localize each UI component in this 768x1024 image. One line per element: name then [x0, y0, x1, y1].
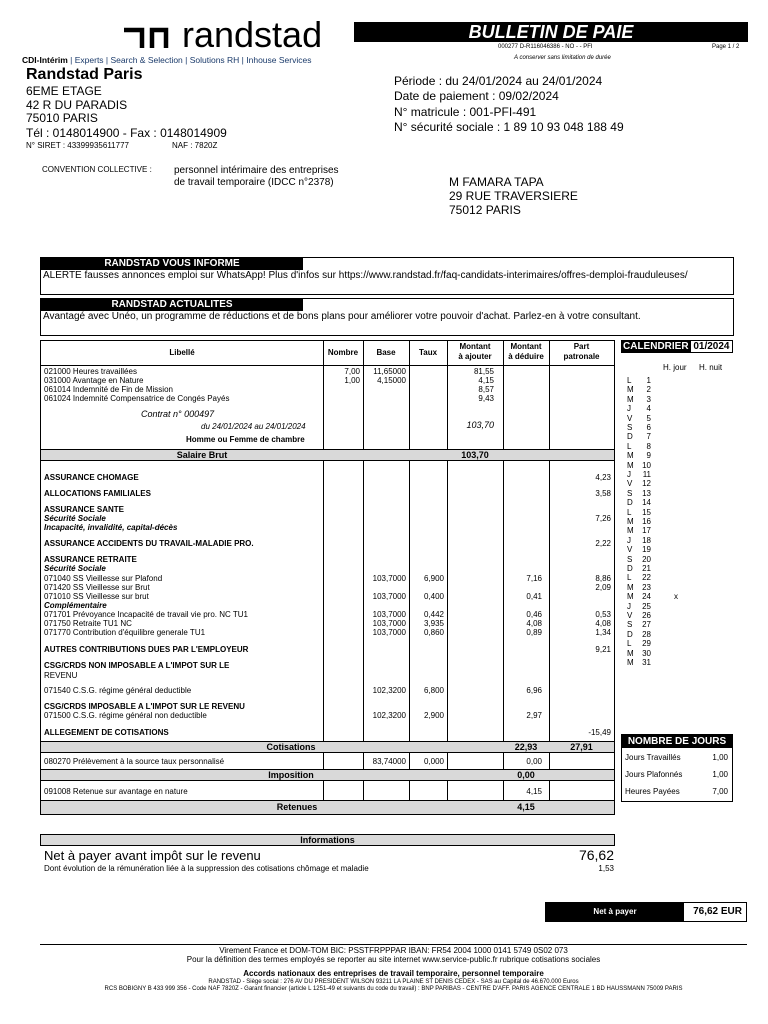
news-box: [40, 298, 734, 336]
calendar-day-number: 3: [646, 394, 651, 404]
footer-accords: Accords nationaux des entreprises de travail temporaire, personnel temporaire: [243, 969, 544, 978]
calendar-day-number: 10: [642, 460, 651, 470]
calendar-day-number: 2: [646, 385, 651, 395]
payment-date: Date de paiement : 09/02/2024: [394, 89, 559, 103]
conservation-note: A conserver sans limitation de durée: [514, 55, 611, 61]
table-row: 031000 Avantage en Nature: [44, 376, 144, 385]
calendar-day-letter: M: [627, 517, 634, 526]
contract-number: Contrat n° 000497: [141, 409, 215, 419]
table-row: 091008 Retenue sur avantage en nature: [44, 787, 188, 796]
calendar-day-letter: V: [627, 545, 633, 555]
calendar-day-number: 13: [642, 488, 651, 498]
calendar-day-number: 18: [642, 535, 651, 545]
calendar-day-letter: S: [627, 423, 633, 432]
calendar-day-number: 19: [642, 545, 651, 555]
salaire-brut-row: Salaire Brut 103,70: [41, 449, 614, 461]
table-row: ASSURANCE RETRAITE: [44, 555, 137, 564]
table-row: ASSURANCE CHOMAGE: [44, 473, 139, 482]
footer-definitions: Pour la définition des termes employés se reporter au site internet www.service-public.fr rubrique cotisations sociales: [186, 955, 601, 964]
employer-address-line2: 42 R DU PARADIS: [26, 98, 128, 112]
info-box-text: ALERTE fausses annonces emploi sur WhatsApp! Plus d'infos sur https://www.randstad.fr/faq-candidats-interimaires/offres-demploi-frauduleuses/: [43, 270, 688, 281]
calendar-day-letter: D: [627, 629, 633, 639]
calendar-day-number: 21: [642, 564, 651, 573]
employer-address-line1: 6EME ETAGE: [26, 84, 102, 98]
calendar-day-number: 9: [646, 451, 651, 461]
calendar-day-number: 26: [642, 611, 651, 620]
calendar-day-number: 5: [646, 413, 651, 423]
table-row: AUTRES CONTRIBUTIONS DUES PAR L'EMPLOYEUR: [44, 645, 249, 654]
calendar-day-letter: J: [627, 470, 631, 479]
calendar-day-letter: L: [627, 376, 632, 385]
calendar-day-number: 30: [642, 648, 651, 658]
info-box-title: RANDSTAD VOUS INFORME: [41, 258, 303, 270]
calendar-day-letter: J: [627, 535, 631, 545]
imposition-row: Imposition 0,00: [41, 769, 614, 781]
table-row: CSG/CRDS IMPOSABLE A L'IMPOT SUR LE REVENU: [44, 702, 245, 711]
employee-number: N° matricule : 001-PFI-491: [394, 105, 537, 119]
calendar-day-number: 12: [642, 479, 651, 489]
footer-bank: Virement France et DOM-TOM BIC: PSSTFRPPPAR IBAN: FR54 2004 1000 0141 5749 0S02 073: [219, 946, 568, 955]
calendar-day-letter: L: [627, 507, 632, 517]
calendar-day-mark: x: [674, 592, 678, 602]
cotisations-row: Cotisations 22,93 27,91: [41, 741, 614, 753]
calendar: [621, 340, 733, 698]
calendar-day-number: 17: [642, 526, 651, 536]
employer-naf: NAF : 7820Z: [172, 141, 218, 150]
employer-phone: Tél : 0148014900 - Fax : 0148014909: [26, 126, 227, 140]
table-row: ALLOCATIONS FAMILIALES: [44, 489, 151, 498]
employer-address-line3: 75010 PARIS: [26, 111, 98, 125]
calendar-day-number: 25: [642, 601, 651, 611]
calendar-day-letter: L: [627, 639, 632, 649]
calendar-day-letter: M: [627, 460, 634, 470]
news-box-title: RANDSTAD ACTUALITES: [41, 299, 303, 311]
calendar-day-number: 22: [642, 573, 651, 583]
calendar-day-letter: M: [627, 385, 634, 395]
table-row: 071540 C.S.G. régime général deductible: [44, 686, 192, 695]
calendar-day-number: 6: [646, 423, 651, 432]
page-number: Page 1 / 2: [712, 44, 740, 50]
header-a-deduire: Montant à déduire: [508, 342, 544, 361]
days-summary-title: NOMBRE DE JOURS: [622, 735, 732, 748]
calendar-day-letter: J: [627, 404, 631, 414]
calendar-day-letter: D: [627, 432, 633, 442]
news-box-text: Avantagé avec Unéo, un programme de réductions et de bons plans pour améliorer votre pouvoir d'achat. Parlez-en à votre consultant.: [43, 311, 641, 322]
recipient-city: 75012 PARIS: [449, 203, 521, 217]
document-reference: 000277 D-R116046386 - NO - - PFI: [498, 44, 593, 50]
calendar-day-number: 1: [646, 376, 651, 385]
randstad-logo-icon: [124, 26, 172, 50]
calendar-day-letter: V: [627, 479, 633, 489]
calendar-day-number: 28: [642, 629, 651, 639]
table-row: 021000 Heures travaillées: [44, 367, 137, 376]
calendar-day-letter: M: [627, 451, 634, 461]
calendar-day-letter: S: [627, 620, 633, 630]
header-part-patronale: Part patronale: [563, 342, 600, 361]
calendar-day-letter: M: [627, 582, 634, 592]
calendar-day-number: 29: [642, 639, 651, 649]
evolution-label: Dont évolution de la rémunération liée à la suppression des cotisations chômage et maladie: [44, 864, 369, 873]
table-row: CSG/CRDS NON IMPOSABLE A L'IMPOT SUR LE: [44, 661, 230, 670]
table-row: ASSURANCE SANTE: [44, 505, 125, 514]
calendar-day-number: 14: [642, 498, 651, 508]
table-row: 071420 SS Vieillesse sur Brut: [44, 583, 150, 592]
calendar-day-letter: D: [627, 564, 633, 573]
calendar-day-letter: M: [627, 592, 634, 602]
net-before-tax-value: 76,62: [578, 847, 614, 863]
calendar-h-jour: H. jour: [663, 363, 687, 372]
calendar-day-number: 15: [642, 507, 651, 517]
evolution-value: 1,53: [598, 864, 614, 873]
job-title: Homme ou Femme de chambre: [186, 435, 305, 444]
calendar-day-number: 24: [642, 592, 651, 602]
calendar-day-letter: L: [627, 573, 632, 583]
table-row: 071040 SS Vieillesse sur Plafond: [44, 574, 163, 583]
convention-label: CONVENTION COLLECTIVE :: [42, 165, 152, 174]
header-base: Base: [376, 348, 396, 357]
calendar-day-letter: M: [627, 648, 634, 658]
calendar-day-letter: V: [627, 413, 633, 423]
header-nombre: Nombre: [327, 348, 359, 357]
table-row: ALLEGEMENT DE COTISATIONS: [44, 728, 169, 737]
calendar-day-letter: M: [627, 394, 634, 404]
calendar-day-number: 7: [646, 432, 651, 442]
net-before-tax-label: Net à payer avant impôt sur le revenu: [44, 848, 261, 863]
calendar-day-letter: S: [627, 554, 633, 564]
calendar-h-nuit: H. nuit: [699, 363, 723, 372]
days-summary: NOMBRE DE JOURS Jours Travaillés 1,00 Jours Plafonnés 1,00 Heures Payées 7,00: [621, 734, 733, 802]
calendar-day-letter: S: [627, 488, 633, 498]
calendar-day-number: 11: [642, 470, 651, 479]
recipient-name: M FAMARA TAPA: [449, 175, 544, 189]
calendar-day-number: 8: [646, 441, 651, 451]
net-to-pay-label: Net à payer: [546, 903, 684, 921]
contract-total: 103,70: [466, 420, 494, 430]
net-to-pay-value: 76,62 EUR: [693, 906, 742, 917]
payslip-table: Libellé Nombre Base Taux Montant à ajouter Montant à déduire Part patronale 021000 Heures travaillées 7,00 11,65000 81,55 031000 Avantage en Nature 1,00 4,15000 4,15 061014 Indemnité de Fin de Mission 8,57 061024 Indemnité Compensatrice de Congés Payés 9,43 Contrat n° 000497 du 24/01/2024 au 24/01/2024 103,70 Homme ou Femme de chambre Salaire Brut 103,70 ASSURANCE CHOMAGE 4,23 ALLOCATIONS FAMILIALES 3,58 ASSURANCE SANTE Sécurité Sociale 7,26 Incapacité, invalidité, capital-décès ASSURANCE ACCIDENTS DU TRAVAIL-MALADIE PRO. 2,22 ASSURANCE RETRAITE Sécurité Sociale 071040 SS Vieillesse sur Plafond 103,7000 6,900 7,16 8,86 071420 SS Vieillesse sur Brut 2,09 071010 SS Vieillesse sur brut 103,7000 0,400 0,41 Complémentaire 071701 Prévoyance Incapacité de travail vie pro. NC TU1 103,7000 0,442 0,46 0,53 071750 Retraite TU1 NC 103,7000 3,935 4,08 4,08 071770 Contribution d'équilibre generale TU1 103,7000 0,860 0,89 1,34 AUTRES CONTRIBUTIONS DUES PAR L'EMPLOYEUR 9,21 CSG/CRDS NON IMPOSABLE A L'IMPOT SUR LE REVENU 071540 C.S.G. régime général deductible 102,3200 6,800 6,96 CSG/CRDS IMPOSABLE A L'IMPOT SUR LE REVENU 071500 C.S.G. régime général non deductible 102,3200 2,900 2,97 ALLEGEMENT DE COTISATIONS -15,49 Cotisations 22,93 27,91 080270 Prélèvement à la source taux personnalisé 83,74000 0,000 0,00 Imposition 0,00 091008 Retenue sur avantage en nature 4,15 Retenues 4,15: [40, 340, 615, 815]
calendar-day-number: 4: [646, 404, 651, 414]
net-to-pay: [545, 902, 747, 922]
calendar-day-letter: D: [627, 498, 633, 508]
social-security-number: N° sécurité sociale : 1 89 10 93 048 188 49: [394, 120, 624, 134]
calendar-day-number: 27: [642, 620, 651, 630]
calendar-day-letter: V: [627, 611, 633, 620]
convention-text: personnel intérimaire des entreprises de travail temporaire (IDCC n°2378): [174, 165, 339, 188]
calendar-day-letter: M: [627, 658, 634, 667]
table-row: 071010 SS Vieillesse sur brut: [44, 592, 149, 601]
brand-tagline: CDI-Intérim | Experts | Search & Selection | Solutions RH | Inhouse Services: [22, 55, 312, 65]
document-title: BULLETIN DE PAIE: [354, 22, 748, 42]
table-row: 071750 Retraite TU1 NC: [44, 619, 132, 628]
header-libelle: Libellé: [169, 348, 195, 357]
footer-divider: [40, 944, 747, 945]
recipient-street: 29 RUE TRAVERSIERE: [449, 189, 578, 203]
header-taux: Taux: [418, 348, 438, 357]
header-a-ajouter: Montant à ajouter: [458, 342, 492, 361]
footer-legal-2: RCS BOBIGNY B 433 999 356 - Code NAF 7820Z - Garant financier (article L 1251-49 et suivants du code du travail) : BNP PARIBAS - CENTRE D'AFF. PARIS AGENCE CENTRALE 1 BD HAUSSMANN 75009 PARIS: [104, 986, 683, 992]
table-row: 071701 Prévoyance Incapacité de travail vie pro. NC TU1: [44, 610, 248, 619]
calendar-day-number: 16: [642, 517, 651, 526]
calendar-day-number: 20: [642, 554, 651, 564]
calendar-title: CALENDRIER 01/2024: [621, 340, 733, 353]
employer-siret: N° SIRET : 43399935611777: [26, 141, 129, 150]
retenues-row: Retenues 4,15: [41, 800, 614, 815]
calendar-day-letter: M: [627, 526, 634, 536]
employer-name: Randstad Paris: [26, 66, 143, 83]
info-box: [40, 257, 734, 295]
footer-legal-1: RANDSTAD - Siège social : 276 AV DU PRESIDENT WILSON 93211 LA PLAINE ST DENIS CEDEX - SAS au Capital de 46.670.000 Euros: [208, 979, 579, 985]
table-row: 071770 Contribution d'équilibre generale TU1: [44, 628, 206, 637]
table-row: 080270 Prélèvement à la source taux personnalisé: [44, 757, 225, 766]
calendar-day-letter: J: [627, 601, 631, 611]
calendar-day-number: 23: [642, 582, 651, 592]
table-row: 061014 Indemnité de Fin de Mission: [44, 385, 173, 394]
calendar-day-letter: L: [627, 441, 632, 451]
contract-period: du 24/01/2024 au 24/01/2024: [201, 422, 306, 431]
informations-row: Informations: [40, 834, 615, 846]
pay-period: Période : du 24/01/2024 au 24/01/2024: [394, 74, 603, 88]
table-row: 071500 C.S.G. régime général non deductible: [44, 711, 207, 720]
table-row: ASSURANCE ACCIDENTS DU TRAVAIL-MALADIE PRO.: [44, 539, 254, 548]
table-row: 061024 Indemnité Compensatrice de Congés Payés: [44, 394, 230, 403]
calendar-day-number: 31: [642, 658, 651, 667]
brand-name: randstad: [182, 14, 323, 55]
